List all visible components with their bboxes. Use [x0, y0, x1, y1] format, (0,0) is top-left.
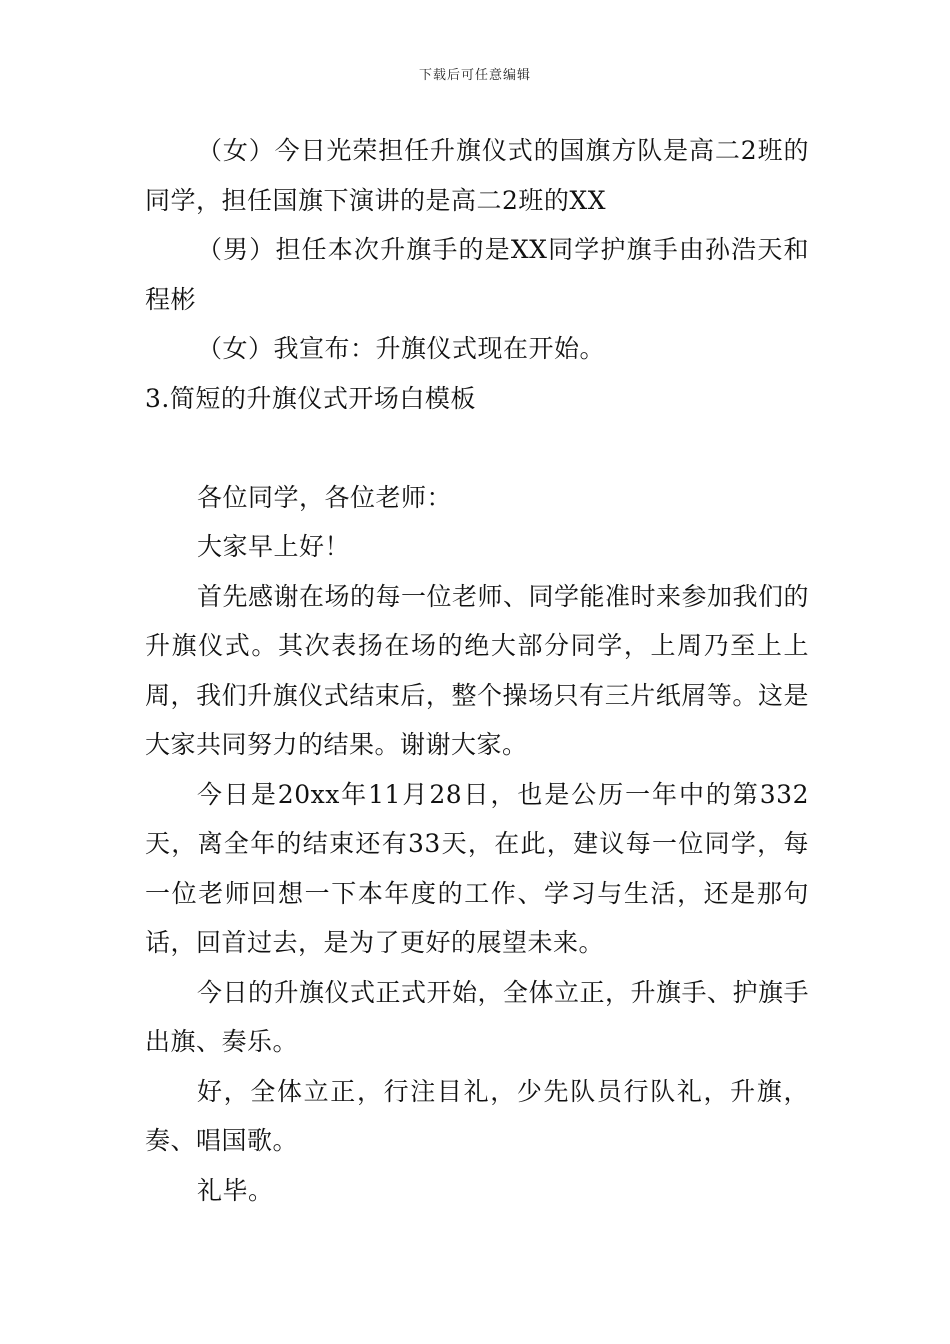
- paragraph-ceremony-start: 今日的升旗仪式正式开始，全体立正，升旗手、护旗手出旗、奏乐。: [145, 977, 810, 1056]
- paragraph-flag-team: （女）今日光荣担任升旗仪式的国旗方队是高二2班的同学，担任国旗下演讲的是高二2班的XX: [145, 136, 809, 215]
- page-header-note: 下载后可任意编辑: [418, 68, 531, 83]
- paragraph-greeting: 大家早上好！: [197, 532, 351, 561]
- blank-line: [145, 423, 809, 473]
- paragraph-date: 今日是20xx年11月28日，也是公历一年中的第332天，离全年的结束还有33天，在此，建议每一位同学，每一位老师回想一下本年度的工作、学习与生活，还是那句话，回首过去，是为了更好的展望未来。: [145, 779, 809, 957]
- paragraph-salutation: 各位同学，各位老师：: [197, 482, 453, 512]
- paragraph-flag-raiser: （男）担任本次升旗手的是XX同学护旗手由孙浩天和程彬: [145, 235, 809, 314]
- paragraph-announce-start: （女）我宣布：升旗仪式现在开始。: [197, 334, 606, 363]
- paragraph-anthem: 好，全体立正，行注目礼，少先队员行队礼，升旗，奏、唱国歌。: [145, 1076, 809, 1155]
- paragraph-end: 礼毕。: [197, 1175, 274, 1205]
- document-body: [145, 126, 809, 1215]
- section-heading: 3.简短的升旗仪式开场白模板: [145, 383, 476, 413]
- paragraph-thanks: 首先感谢在场的每一位老师、同学能准时来参加我们的升旗仪式。其次表扬在场的绝大部分同学，上周乃至上上周，我们升旗仪式结束后，整个操场只有三片纸屑等。这是大家共同努力的结果。谢谢大家。: [145, 581, 810, 759]
